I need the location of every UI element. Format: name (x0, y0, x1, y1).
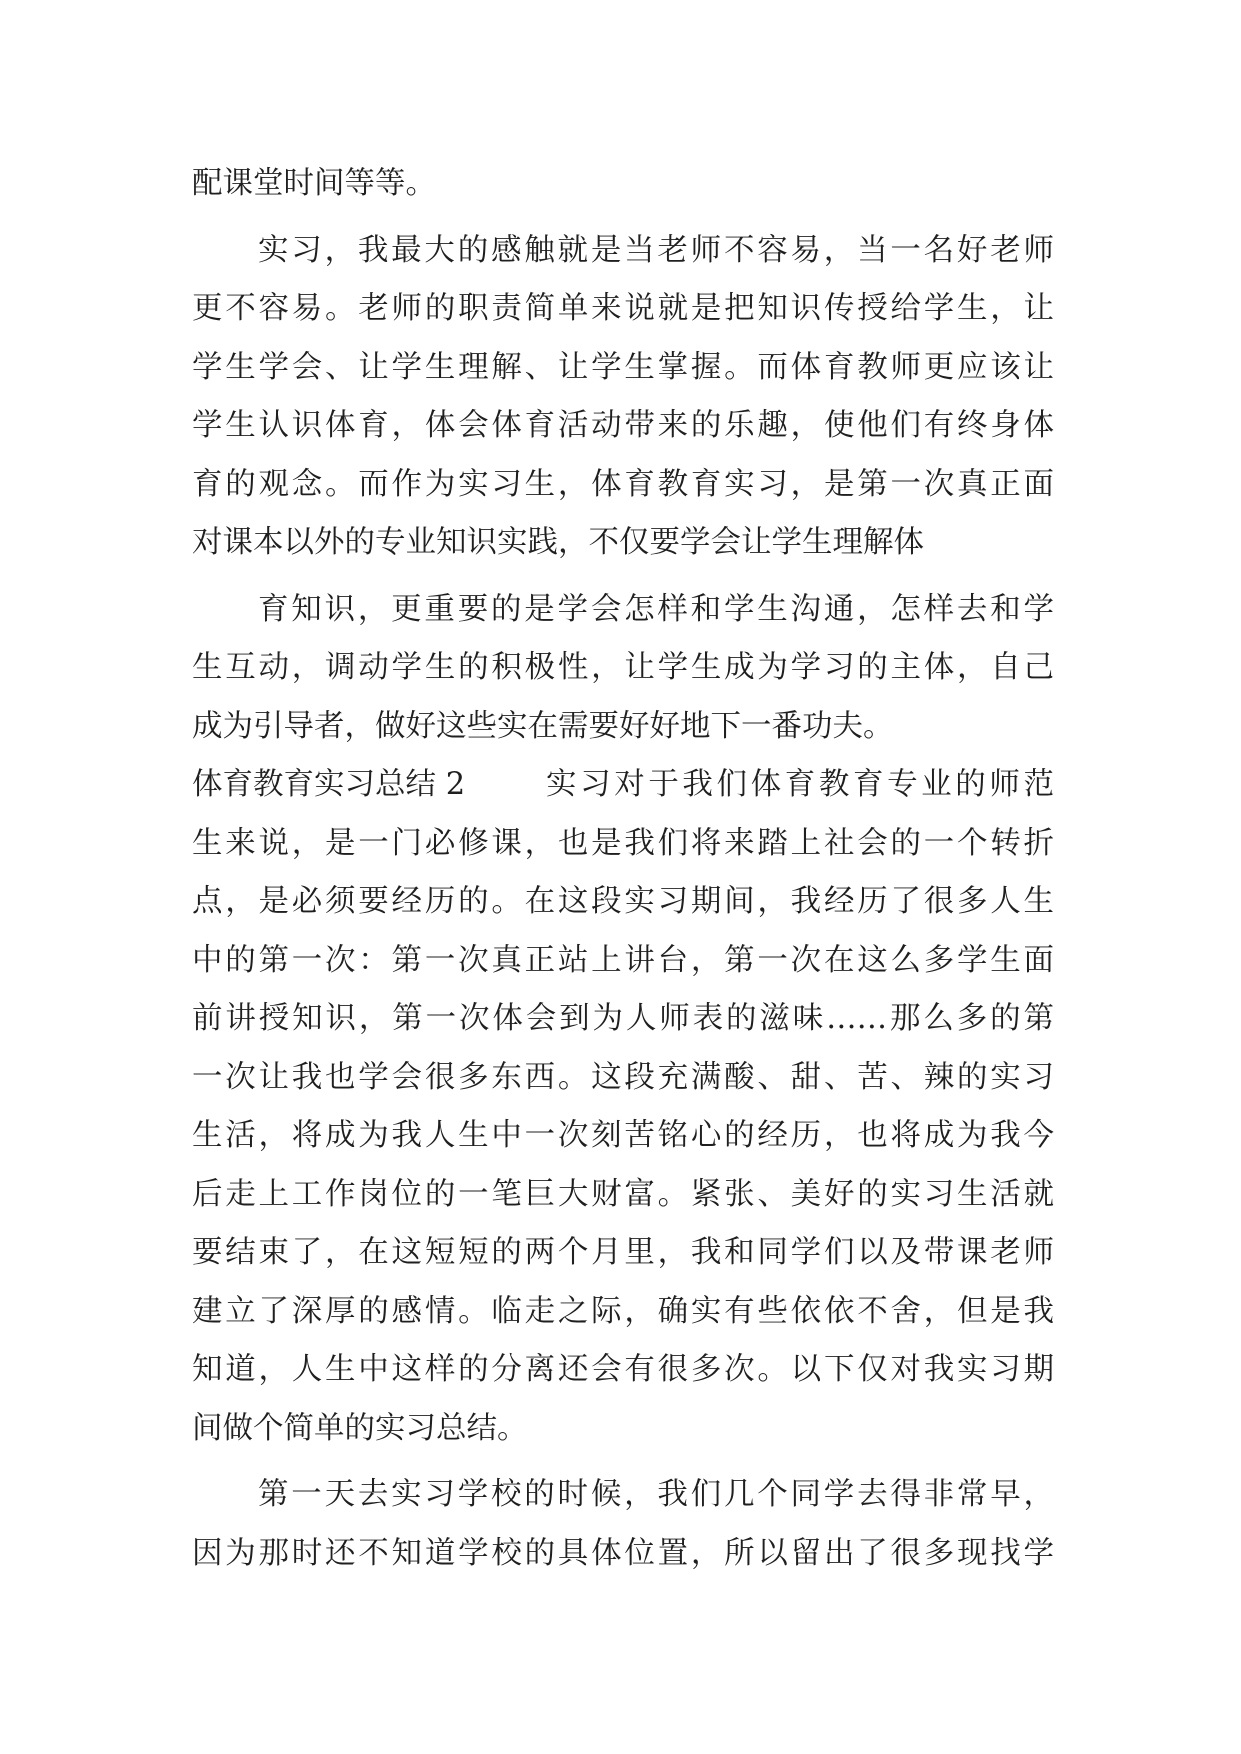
text-line: 更不容易。老师的职责简单来说就是把知识传授给学生，让 (192, 291, 1054, 326)
text-line: 学生认识体育，体会体育活动带来的乐趣，使他们有终身体 (192, 408, 1054, 443)
document-body (192, 155, 1054, 1583)
section-first-line (192, 756, 1054, 815)
text-line: 对课本以外的专业知识实践，不仅要学会让学生理解体 (192, 525, 924, 560)
text-line: 生活，将成为我人生中一次刻苦铭心的经历，也将成为我今 (192, 1118, 1054, 1153)
text-line: 一次让我也学会很多东西。这段充满酸、甜、苦、辣的实习 (192, 1059, 1054, 1095)
text-line: 后走上工作岗位的一笔巨大财富。紧张、美好的实习生活就 (192, 1176, 1054, 1212)
text-line: 生来说，是一门必修课，也是我们将来踏上社会的一个转折 (192, 825, 1054, 861)
text-line: 知道，人生中这样的分离还会有很多次。以下仅对我实习期 (192, 1352, 1054, 1387)
paragraph (192, 581, 1054, 757)
text-line: 第一天去实习学校的时候，我们几个同学去得非常早， (258, 1477, 1054, 1512)
text-line: 成为引导者，做好这些实在需要好好地下一番功夫。 (192, 708, 894, 744)
section-heading: 体育教育实习总结 2 (192, 767, 466, 802)
text-line: 生互动，调动学生的积极性，让学生成为学习的主体，自己 (192, 650, 1054, 685)
text-line: 育的观念。而作为实习生，体育教育实习，是第一次真正面 (192, 466, 1054, 502)
text-line: 因为那时还不知道学校的具体位置，所以留出了很多现找学 (192, 1535, 1054, 1571)
paragraph (192, 222, 1054, 573)
text-line: 学生学会、让学生理解、让学生掌握。而体育教师更应该让 (192, 349, 1054, 385)
text-line: 要结束了，在这短短的两个月里，我和同学们以及带课老师 (192, 1235, 1054, 1270)
paragraph (192, 1466, 1054, 1583)
text-line: 建立了深厚的感情。临走之际，确实有些依依不舍，但是我 (192, 1293, 1054, 1329)
paragraph (192, 155, 1054, 214)
text-line: 实习，我最大的感触就是当老师不容易，当一名好老师 (258, 232, 1054, 268)
text-line: 育知识，更重要的是学会怎样和学生沟通，怎样去和学 (258, 591, 1054, 627)
text-line: 间做个简单的实习总结。 (192, 1410, 528, 1446)
text-line: 配课堂时间等等。 (192, 166, 436, 201)
text-line: 前讲授知识，第一次体会到为人师表的滋味……那么多的第 (192, 1001, 1054, 1036)
text-span: 实习对于我们体育教育专业的师范 (546, 767, 1054, 802)
text-line: 点，是必须要经历的。在这段实习期间，我经历了很多人生 (192, 884, 1054, 919)
section (192, 756, 1054, 1458)
text-line: 中的第一次：第一次真正站上讲台，第一次在这么多学生面 (192, 942, 1054, 978)
